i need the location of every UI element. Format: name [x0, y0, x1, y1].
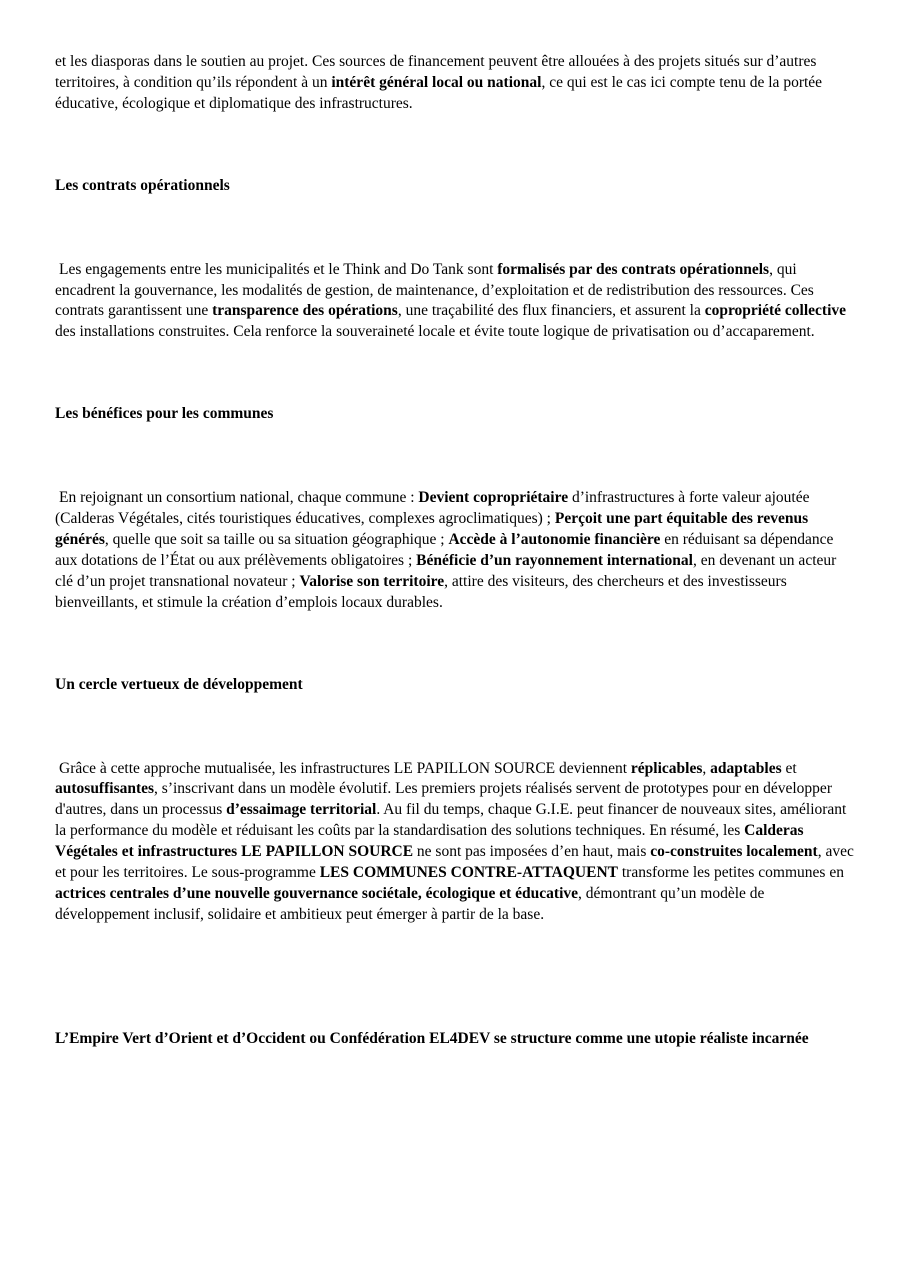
bold-text-run: Valorise son territoire — [299, 572, 445, 590]
bold-text-run: transparence des opérations — [212, 302, 398, 320]
heading-benefits: Les bénéfices pour les communes — [55, 405, 274, 423]
text-run: , qui encadrent la gouvernance, les modalités de gestion, de maintenance, d’exploitation et de redistribution des ressources. Ces contrats garantissent une — [55, 260, 814, 320]
bold-text-run: Bénéficie d’un rayonnement international — [416, 551, 693, 569]
text-run: ne sont pas imposées d’en haut, mais — [413, 843, 651, 861]
text-run: Grâce à cette approche mutualisée, les infrastructures LE PAPILLON SOURCE deviennent — [59, 759, 631, 777]
bold-text-run: Devient copropriétaire — [418, 489, 569, 507]
text-run: , en devenant un acteur clé d’un projet transnational novateur ; — [55, 551, 837, 590]
bold-text-run: Perçoit une part équitable des revenus générés — [55, 510, 809, 548]
bold-text-run: intérêt général local ou national — [331, 73, 542, 91]
text-run: d’infrastructures à forte valeur ajoutée (Calderas Végétales, cités touristiques éducatives, complexes agroclimatiques) ; — [55, 489, 810, 528]
bold-text-run: copropriété collective — [704, 302, 847, 320]
text-run: En rejoignant un consortium national, chaque commune : — [59, 489, 419, 507]
text-run: . Au fil du temps, chaque G.I.E. peut financer de nouveaux sites, améliorant la performance du modèle et réduisant les coûts par la standardisation des solutions techniques. En résumé, les — [55, 801, 847, 840]
bold-text-run: Calderas Végétales et infrastructures LE PAPILLON SOURCE — [55, 822, 804, 861]
text-run: et les diasporas dans le soutien au projet. Ces sources de financement peuvent être allouées à des projets situés sur d’autres territoires, à condition qu’ils répondent à un — [55, 53, 817, 91]
bold-text-run: adaptables — [710, 759, 782, 777]
bold-text-run: co-construites localement — [650, 843, 818, 861]
circle-paragraph — [55, 759, 855, 926]
text-run: et — [781, 759, 797, 777]
bold-text-run: d’essaimage territorial — [226, 801, 377, 819]
text-run: , avec et pour les territoires. Le sous-programme — [55, 843, 854, 882]
contracts-paragraph — [55, 260, 855, 344]
heading-contracts: Les contrats opérationnels — [55, 176, 230, 194]
text-run: , attire des visiteurs, des chercheurs et des investisseurs bienveillants, et stimule la création d’emplois locaux durables. — [55, 572, 787, 611]
bold-text-run: Accède à l’autonomie financière — [448, 530, 661, 548]
text-run: , s’inscrivant dans un modèle évolutif. Les premiers projets réalisés servent de prototypes pour en développer d'autres, dans un processus — [55, 780, 832, 819]
bold-text-run: LES COMMUNES CONTRE-ATTAQUENT — [319, 864, 618, 882]
benefits-paragraph — [55, 488, 855, 613]
text-run: en réduisant sa dépendance aux dotations de l’État ou aux prélèvements obligatoires ; — [55, 530, 834, 569]
text-run: , démontrant qu’un modèle de développement inclusif, solidaire et ambitieux peut émerger à partir de la base. — [55, 884, 765, 923]
bold-text-run: actrices centrales d’une nouvelle gouvernance sociétale, écologique et éducative — [55, 884, 579, 902]
heading-empire: L’Empire Vert d’Orient et d’Occident ou Confédération EL4DEV se structure comme une utopie réaliste incarnée — [55, 1029, 809, 1047]
bold-text-run: formalisés par des contrats opérationnels — [497, 260, 770, 278]
intro-paragraph — [55, 52, 855, 115]
text-run: , une traçabilité des flux financiers, et assurent la — [397, 302, 705, 320]
text-run: transforme les petites communes en — [617, 864, 844, 882]
text-run: , — [702, 759, 711, 777]
bold-text-run: réplicables — [630, 759, 703, 777]
text-run: , ce qui est le cas ici compte tenu de la portée éducative, écologique et diplomatique des infrastructures. — [55, 73, 823, 112]
bold-text-run: autosuffisantes — [55, 780, 155, 798]
heading-circle: Un cercle vertueux de développement — [55, 675, 303, 693]
document-page — [55, 52, 855, 1050]
text-run: des installations construites. Cela renforce la souveraineté locale et évite toute logique de privatisation ou d’accaparement. — [55, 323, 815, 341]
text-run: , quelle que soit sa taille ou sa situation géographique ; — [104, 530, 449, 548]
text-run: Les engagements entre les municipalités et le Think and Do Tank sont — [59, 260, 498, 278]
